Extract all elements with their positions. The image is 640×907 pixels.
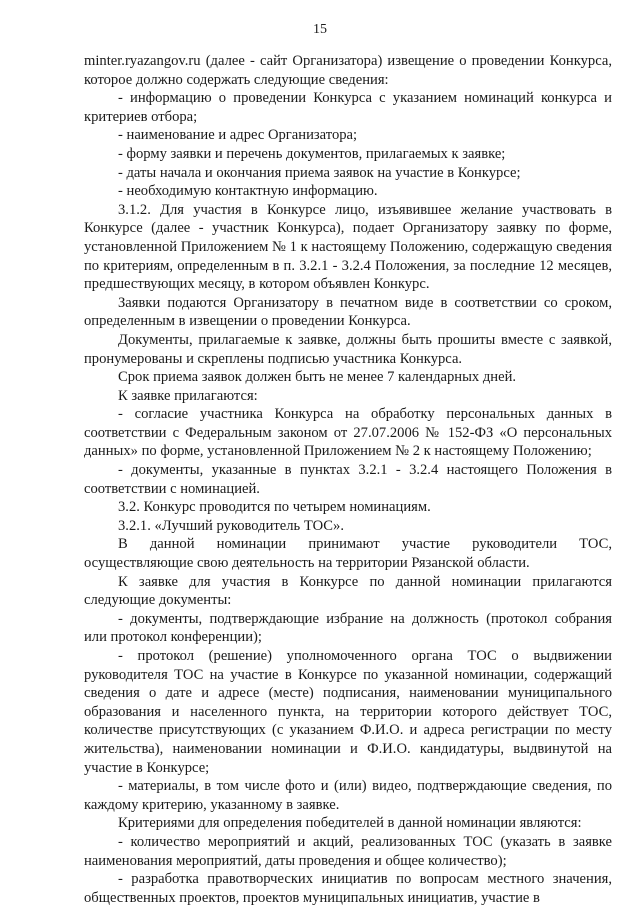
- paragraph: В данной номинации принимают участие руководители ТОС, осуществляющие свою деятельность на территории Рязанской области.: [84, 536, 612, 572]
- list-item: - форму заявки и перечень документов, прилагаемых к заявке;: [118, 145, 506, 162]
- paragraph: Срок приема заявок должен быть не менее 7 календарных дней.: [118, 369, 517, 386]
- paragraph: 3.2. Конкурс проводится по четырем номинациям.: [118, 499, 431, 516]
- list-item: - протокол (решение) уполномоченного органа ТОС о выдвижении руководителя ТОС на участие в Конкурсе по указанной номинации, содержащий сведения о дате и адресе (месте) подписания, наименовании муниципального образования и населенного пункта, на территории которого действует ТОС, количестве присутствующих (с указанием Ф.И.О. и адреса регистрации по месту жительства), наименовании номинации и Ф.И.О. кандидатуры, выдвинутой на участие в Конкурсе;: [84, 648, 612, 776]
- list-item: - документы, указанные в пунктах 3.2.1 - 3.2.4 настоящего Положения в соответствии с номинацией.: [84, 462, 612, 497]
- paragraph: minter.ryazangov.ru (далее - сайт Организатора) извещение о проведении Конкурса, которое должно содержать следующие сведения:: [84, 53, 612, 88]
- list-item: - количество мероприятий и акций, реализованных ТОС (указать в заявке наименования мероприятий, даты проведения и общее количество);: [84, 833, 612, 869]
- list-item: - разработка правотворческих инициатив по вопросам местного значения, общественных проектов, проектов муниципальных инициатив, участие в: [84, 871, 612, 906]
- paragraph: Заявки подаются Организатору в печатном виде в соответствии со сроком, определенным в извещении о проведении Конкурса.: [84, 294, 612, 330]
- document-body: [84, 52, 612, 907]
- list-item: - информацию о проведении Конкурса с указанием номинаций конкурса и критериев отбора;: [84, 90, 612, 125]
- list-item: - согласие участника Конкурса на обработку персональных данных в соответствии с Федеральным законом от 27.07.2006 № 152-ФЗ «О персональных данных» по форме, установленной Приложением № 2 к настоящему Положению;: [84, 406, 612, 460]
- paragraph: 3.1.2. Для участия в Конкурсе лицо, изъявившее желание участвовать в Конкурсе (далее - участник Конкурса), подает Организатору заявку по форме, установленной Приложением № 1 к настоящему Положению, содержащую сведения по критериям, определенным в п. 3.2.1 - 3.2.4 Положения, за последние 12 месяцев, предшествующих месяцу, в котором объявлен Конкурс.: [84, 201, 612, 293]
- list-item: - материалы, в том числе фото и (или) видео, подтверждающие сведения, по каждому критерию, указанному в заявке.: [84, 778, 612, 813]
- list-item: - даты начала и окончания приема заявок на участие в Конкурсе;: [118, 164, 521, 181]
- paragraph: Документы, прилагаемые к заявке, должны быть прошиты вместе с заявкой, пронумерованы и скреплены подписью участника Конкурса.: [84, 331, 612, 367]
- list-item: - документы, подтверждающие избрание на должность (протокол собрания или протокол конференции);: [84, 610, 612, 646]
- list-item: - наименование и адрес Организатора;: [118, 127, 358, 144]
- paragraph: К заявке прилагаются:: [118, 387, 258, 404]
- page-number: 15: [313, 22, 327, 37]
- section-heading: 3.2.1. «Лучший руководитель ТОС».: [118, 517, 344, 534]
- paragraph: К заявке для участия в Конкурсе по данной номинации прилагаются следующие документы:: [84, 573, 612, 609]
- list-item: - необходимую контактную информацию.: [118, 183, 378, 200]
- paragraph: Критериями для определения победителей в данной номинации являются:: [118, 815, 582, 832]
